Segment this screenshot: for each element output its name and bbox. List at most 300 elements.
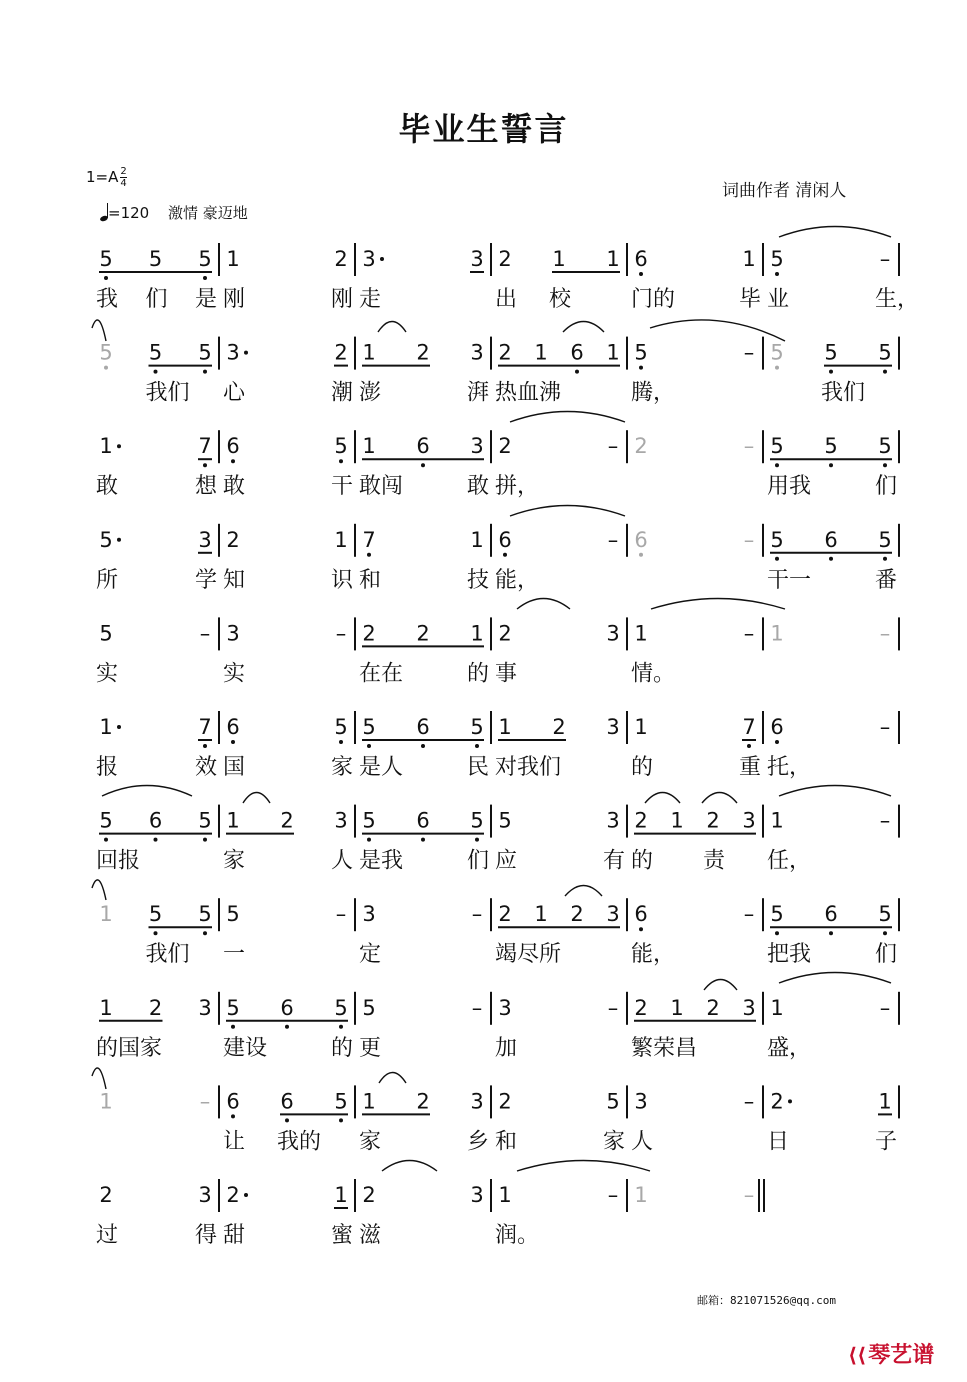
lyric: 的 xyxy=(467,661,490,687)
note: 5 xyxy=(99,621,113,646)
octave-dot xyxy=(775,272,779,276)
note: 2 xyxy=(634,995,648,1020)
note: 6 xyxy=(226,434,240,459)
note: 1 xyxy=(226,808,240,833)
note: 1 xyxy=(606,340,620,365)
lyric: 让 xyxy=(223,1129,246,1155)
lyric: 用我 xyxy=(767,474,812,500)
note: 5 xyxy=(878,902,892,927)
octave-dot xyxy=(639,553,643,557)
augmentation-dot xyxy=(117,725,121,729)
note: 5 xyxy=(770,340,784,365)
note: 1 xyxy=(634,1183,648,1207)
lyric: 走 xyxy=(359,287,382,312)
lyric: 拼， xyxy=(495,474,540,500)
note: 6 xyxy=(280,1089,294,1114)
note: 3 xyxy=(606,715,620,739)
note: 2 xyxy=(226,527,240,552)
note: 2 xyxy=(634,434,648,459)
lyric: 潮 xyxy=(331,380,354,406)
lyric: 建设 xyxy=(223,1035,268,1061)
note: – xyxy=(743,621,755,646)
note: 6 xyxy=(226,715,240,739)
note: 2 xyxy=(498,621,512,646)
note: 3 xyxy=(634,1089,648,1114)
lyric: 盛， xyxy=(767,1035,812,1061)
tie-arc xyxy=(378,322,406,333)
note: 5 xyxy=(99,247,113,271)
note: 5 xyxy=(148,340,163,365)
note: – xyxy=(471,902,483,927)
octave-dot xyxy=(639,927,643,931)
octave-dot xyxy=(339,740,343,744)
note: 3 xyxy=(470,1183,484,1207)
octave-dot xyxy=(883,557,887,561)
lyric: 是我 xyxy=(359,848,404,874)
note: 3 xyxy=(606,808,620,833)
note: 1 xyxy=(99,434,113,459)
note: 1 xyxy=(99,902,113,927)
note: 2 xyxy=(498,340,512,365)
lyric: 民 xyxy=(467,755,490,780)
note: 3 xyxy=(362,902,376,927)
note: 5 xyxy=(470,715,484,739)
augmentation-dot xyxy=(117,538,121,542)
note: 2 xyxy=(362,1183,376,1207)
composer-credit: 词曲作者 清闲人 xyxy=(722,181,847,201)
note: 5 xyxy=(198,902,212,927)
note: 2 xyxy=(770,1089,784,1114)
octave-dot xyxy=(154,931,158,935)
octave-dot xyxy=(575,370,579,374)
lyric: 事 xyxy=(495,661,518,687)
lyric: 敢闯 xyxy=(359,474,404,500)
lyric: 是人 xyxy=(359,755,404,780)
note: 5 xyxy=(226,902,240,927)
note: 5 xyxy=(470,808,484,833)
lyric: 国 xyxy=(223,755,246,780)
lyric: 甜 xyxy=(223,1223,246,1248)
lyric: 能， xyxy=(495,567,540,593)
tie-arc xyxy=(379,1073,406,1084)
lyric: 的 xyxy=(331,1035,354,1061)
lyric: 和 xyxy=(495,1129,518,1155)
octave-dot xyxy=(285,1118,289,1122)
octave-dot xyxy=(829,557,833,561)
note: 3 xyxy=(226,340,240,365)
lyric: 我们 xyxy=(821,380,866,406)
lyric: 能， xyxy=(631,942,676,968)
note: 5 xyxy=(198,247,212,271)
note: 6 xyxy=(570,340,584,365)
note: – xyxy=(335,902,347,927)
note: 5 xyxy=(770,247,784,271)
note: 2 xyxy=(706,995,720,1020)
note: 5 xyxy=(606,1089,620,1114)
note: 5 xyxy=(198,808,212,833)
lyric: 所 xyxy=(96,567,119,593)
octave-dot xyxy=(231,459,235,463)
tie-arc xyxy=(563,322,604,333)
octave-dot xyxy=(231,1114,235,1118)
note: 6 xyxy=(498,527,512,552)
contact-email: 邮箱：821071526@qq.com xyxy=(697,1294,836,1307)
lyric: 家 xyxy=(331,755,354,780)
tie-arc xyxy=(779,227,891,238)
lyric: 毕 xyxy=(739,287,762,312)
tie-arc xyxy=(702,793,737,804)
tie-arc xyxy=(779,786,891,797)
note: 2 xyxy=(570,902,584,927)
note: 6 xyxy=(824,902,838,927)
note: 5 xyxy=(878,527,892,552)
octave-dot xyxy=(339,1118,343,1122)
tie-arc xyxy=(102,786,192,797)
logo-mark-icon: ⟨⟨ xyxy=(848,1343,867,1367)
note: 6 xyxy=(634,527,648,552)
note: 2 xyxy=(498,902,512,927)
lyric: 我的 xyxy=(277,1129,322,1155)
note: 1 xyxy=(99,1089,113,1114)
note: 2 xyxy=(362,621,376,646)
lyric: 在在 xyxy=(359,661,404,687)
note: 5 xyxy=(334,434,348,459)
note: 1 xyxy=(99,995,113,1020)
octave-dot xyxy=(367,838,371,842)
note: 5 xyxy=(148,247,163,271)
tie-arc xyxy=(382,1161,437,1172)
note: 3 xyxy=(470,434,484,459)
note: 1 xyxy=(99,715,113,739)
lyric: 澎 xyxy=(359,380,382,406)
note: 5 xyxy=(334,715,348,739)
note: 1 xyxy=(362,340,376,365)
note: 5 xyxy=(148,902,163,927)
note: 2 xyxy=(334,340,348,365)
note: 3 xyxy=(606,902,620,927)
lyric: 出 xyxy=(495,287,518,312)
note: 1 xyxy=(878,1089,892,1114)
note: – xyxy=(743,434,755,459)
lyric: 湃 xyxy=(467,380,490,406)
tie-arc xyxy=(645,793,680,804)
note: 6 xyxy=(634,247,648,271)
note: 3 xyxy=(226,621,240,646)
lyric: 润。 xyxy=(495,1223,540,1248)
note: 1 xyxy=(534,902,548,927)
note: 5 xyxy=(770,434,784,459)
note: – xyxy=(879,995,891,1020)
note: 5 xyxy=(362,995,376,1020)
note: 2 xyxy=(498,1089,512,1114)
lyric: 知 xyxy=(223,567,246,593)
octave-dot xyxy=(367,744,371,748)
note: 5 xyxy=(634,340,648,365)
lyric: 敢 xyxy=(467,474,490,500)
note: 1 xyxy=(226,247,240,271)
octave-dot xyxy=(475,838,479,842)
note: 5 xyxy=(362,715,376,739)
note: 6 xyxy=(416,434,430,459)
lyric: 托， xyxy=(767,755,812,780)
octave-dot xyxy=(883,463,887,467)
time-numerator: 2 xyxy=(120,166,127,177)
note: 6 xyxy=(634,902,648,927)
lyric: 想 xyxy=(195,474,218,500)
lyric: 效 xyxy=(195,755,218,780)
lyric: 有 xyxy=(603,848,626,874)
note: – xyxy=(879,808,891,833)
lyric: 责 xyxy=(703,848,726,874)
note: 1 xyxy=(470,621,484,646)
lyric: 人 xyxy=(631,1129,654,1155)
lyric: 乡 xyxy=(467,1129,490,1155)
octave-dot xyxy=(285,1025,289,1029)
note: 2 xyxy=(552,715,566,739)
note: 7 xyxy=(198,434,212,459)
note: – xyxy=(199,1089,211,1114)
lyric: 们 xyxy=(145,287,168,312)
note: 1 xyxy=(362,1089,376,1114)
note: 1 xyxy=(634,715,648,739)
octave-dot xyxy=(104,366,108,370)
octave-dot xyxy=(503,553,507,557)
octave-dot xyxy=(231,1025,235,1029)
lyric: 对我们 xyxy=(495,755,562,780)
note: 3 xyxy=(470,340,484,365)
lyric: 滋 xyxy=(359,1223,382,1248)
lyric: 重 xyxy=(739,755,762,780)
lyric: 回报 xyxy=(96,848,141,874)
note: 5 xyxy=(226,995,240,1020)
note: 2 xyxy=(416,1089,430,1114)
lyric: 学 xyxy=(195,567,218,593)
note: 5 xyxy=(824,340,838,365)
lyric: 校 xyxy=(549,287,572,312)
octave-dot xyxy=(104,838,108,842)
note: 2 xyxy=(498,434,512,459)
note: 1 xyxy=(606,247,620,271)
lyric: 繁荣昌 xyxy=(631,1035,698,1061)
lyric: 和 xyxy=(359,567,382,593)
octave-dot xyxy=(829,463,833,467)
tempo-value: =120 xyxy=(108,204,150,222)
lyric: 番 xyxy=(875,567,898,593)
note: 1 xyxy=(742,247,756,271)
note: 1 xyxy=(670,995,684,1020)
tie-arc xyxy=(779,973,891,984)
note: 6 xyxy=(824,527,838,552)
note: 1 xyxy=(770,621,784,646)
octave-dot xyxy=(154,370,158,374)
note: – xyxy=(607,995,619,1020)
lyric: 刚 xyxy=(331,287,354,312)
note: 5 xyxy=(498,808,512,833)
note: 2 xyxy=(280,808,294,833)
note: – xyxy=(607,434,619,459)
tie-arc xyxy=(92,320,106,341)
tie-arc xyxy=(92,880,106,900)
lyric: 我 xyxy=(96,287,119,312)
lyric: 们 xyxy=(467,848,490,874)
lyric: 蜜 xyxy=(331,1223,354,1248)
lyric: 是 xyxy=(195,287,218,312)
octave-dot xyxy=(775,931,779,935)
lyric: 日 xyxy=(767,1129,790,1155)
note: 6 xyxy=(280,995,294,1020)
note: – xyxy=(743,1089,755,1114)
lyric: 一 xyxy=(223,942,246,968)
note: 5 xyxy=(334,1089,348,1114)
note: 1 xyxy=(670,808,684,833)
octave-dot xyxy=(829,370,833,374)
octave-dot xyxy=(421,838,425,842)
octave-dot xyxy=(639,366,643,370)
note: – xyxy=(743,527,755,552)
tie-arc xyxy=(650,320,785,341)
tie-arc xyxy=(92,1068,106,1089)
note: 3 xyxy=(470,1089,484,1114)
lyric: 情。 xyxy=(631,661,676,687)
note: – xyxy=(743,340,755,365)
octave-dot xyxy=(747,744,751,748)
note: 5 xyxy=(99,808,113,833)
note: 3 xyxy=(470,247,484,271)
note: – xyxy=(335,621,347,646)
lyric: 更 xyxy=(359,1035,382,1061)
octave-dot xyxy=(339,459,343,463)
lyric: 的国家 xyxy=(96,1035,163,1061)
note: – xyxy=(471,995,483,1020)
note: 2 xyxy=(498,247,512,271)
lyric: 业 xyxy=(767,287,790,312)
octave-dot xyxy=(775,366,779,370)
augmentation-dot xyxy=(244,351,248,355)
note: 3 xyxy=(198,1183,212,1207)
note: 6 xyxy=(226,1089,240,1114)
octave-dot xyxy=(104,276,108,280)
note: 5 xyxy=(334,995,348,1020)
note: 3 xyxy=(334,808,348,833)
note: 2 xyxy=(334,247,348,271)
note: 1 xyxy=(498,715,512,739)
lyric: 的 xyxy=(631,755,654,780)
octave-dot xyxy=(475,744,479,748)
lyric: 我们 xyxy=(145,380,190,406)
note: 5 xyxy=(770,902,784,927)
octave-dot xyxy=(829,931,833,935)
lyric: 干 xyxy=(331,474,354,500)
tie-arc xyxy=(510,412,625,423)
note: 1 xyxy=(552,247,566,271)
lyric: 家 xyxy=(603,1129,626,1155)
note: 2 xyxy=(226,1183,240,1207)
note: 7 xyxy=(742,715,756,739)
note: 1 xyxy=(534,340,548,365)
song-title: 毕业生誓言 xyxy=(398,110,569,148)
octave-dot xyxy=(203,370,207,374)
note: 5 xyxy=(362,808,376,833)
lyric: 过 xyxy=(96,1223,119,1248)
augmentation-dot xyxy=(380,257,384,261)
note: 6 xyxy=(416,715,430,739)
note: 1 xyxy=(634,621,648,646)
note: 5 xyxy=(878,434,892,459)
tie-arc xyxy=(704,980,737,991)
lyric: 家 xyxy=(359,1129,382,1155)
octave-dot xyxy=(203,744,207,748)
lyric: 加 xyxy=(495,1035,518,1061)
note: 1 xyxy=(498,1183,512,1207)
octave-dot xyxy=(421,744,425,748)
note: 3 xyxy=(742,995,756,1020)
lyric: 们 xyxy=(875,942,898,968)
tie-arc xyxy=(517,599,570,610)
octave-dot xyxy=(775,463,779,467)
octave-dot xyxy=(639,272,643,276)
note: 2 xyxy=(148,995,163,1020)
lyric: 报 xyxy=(96,755,119,780)
octave-dot xyxy=(339,1025,343,1029)
note: 1 xyxy=(334,527,348,552)
note: 5 xyxy=(824,434,838,459)
note: 3 xyxy=(498,995,512,1020)
tie-arc xyxy=(565,886,602,897)
note: 1 xyxy=(334,1183,348,1207)
note: 5 xyxy=(878,340,892,365)
note: 2 xyxy=(634,808,648,833)
note: – xyxy=(879,247,891,271)
octave-dot xyxy=(883,931,887,935)
note: – xyxy=(199,621,211,646)
tie-arc xyxy=(651,599,785,610)
lyric: 家 xyxy=(223,848,246,874)
lyric: 的 xyxy=(631,848,654,874)
lyric: 竭尽所 xyxy=(495,942,562,968)
note: 2 xyxy=(416,340,430,365)
lyric: 腾， xyxy=(631,380,676,406)
lyric: 敢 xyxy=(223,474,246,500)
note: – xyxy=(743,902,755,927)
note: 6 xyxy=(148,808,163,833)
note: – xyxy=(607,1183,619,1207)
note: 7 xyxy=(198,715,212,739)
lyric: 应 xyxy=(495,848,518,874)
note: – xyxy=(879,715,891,739)
lyric: 热血沸 xyxy=(495,380,562,406)
lyric: 把我 xyxy=(767,942,812,968)
note: 3 xyxy=(198,995,212,1020)
note: 2 xyxy=(706,808,720,833)
lyric: 识 xyxy=(331,567,354,593)
octave-dot xyxy=(883,370,887,374)
lyric: 技 xyxy=(467,567,490,593)
augmentation-dot xyxy=(244,1193,248,1197)
lyric: 实 xyxy=(223,661,246,687)
note: 1 xyxy=(362,434,376,459)
lyric: 子 xyxy=(875,1129,898,1155)
note: 6 xyxy=(770,715,784,739)
octave-dot xyxy=(203,931,207,935)
note: 3 xyxy=(362,247,376,271)
note: 5 xyxy=(198,340,212,365)
octave-dot xyxy=(775,740,779,744)
note: 1 xyxy=(770,808,784,833)
lyric: 生， xyxy=(875,287,920,312)
note: 3 xyxy=(742,808,756,833)
note: – xyxy=(743,1183,755,1207)
note: – xyxy=(607,527,619,552)
